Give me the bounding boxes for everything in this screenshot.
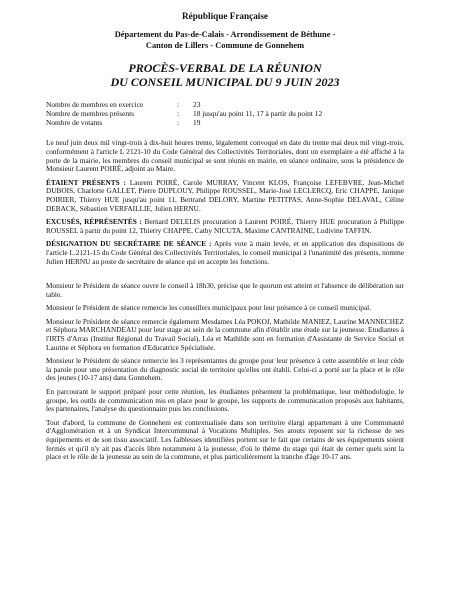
stat-colon: : — [177, 108, 180, 118]
stat-value: 23 — [193, 100, 201, 109]
stat-value: 19 — [193, 117, 201, 127]
secretaire-paragraph — [46, 240, 404, 266]
department-line-1: Département du Pas-de-Calais - Arrondissement de Béthune - — [114, 30, 336, 39]
department-line-2: Canton de Lillers - Commune de Gonnehem — [145, 40, 305, 50]
stat-colon: : — [177, 117, 180, 127]
secretaire-label: DÉSIGNATION DU SECRÉTAIRE DE SÉANCE : — [46, 239, 212, 249]
title-line-2: DU CONSEIL MUNICIPAL DU 9 JUIN 2023 — [110, 75, 340, 89]
stat-value: 18 jusqu'au point 11, 17 à partir du point 12 — [193, 108, 323, 118]
stat-label: Nombre de membres présents — [46, 108, 135, 118]
paragraph-representatives: Monsieur le Président de séance remercie les 3 représentantes du groupe pour leur présence à cette assemblée et leur cède la parole pour une présentation du diagnostic social de territoire qu'elles ont établi. Celui-ci a porté sur la place et le rôle des jeunes (10-17 ans) dans Gonnehem. — [46, 356, 404, 383]
stat-label: Nombre de membres en exercice — [46, 100, 144, 109]
stat-label: Nombre de votants — [46, 117, 103, 127]
paragraph-support: En parcourant le support préparé pour cette réunion, les étudiantes présentent la problématique, leur méthodologie, le groupe, les outils de communication mis en place pour le groupe, les supports de communication proposés aux habitants, les partenaires, l'analyse du questionnaire puis les conclusions. — [46, 387, 404, 414]
department-heading — [46, 30, 404, 51]
title-line-1: PROCÈS-VERBAL DE LA RÉUNION — [128, 61, 322, 75]
stat-row-votants — [46, 119, 404, 128]
secretaire-text: Après vote à main levée, et en application des dispositions de l'article L.2121-15 du Code Général des Collectivités Territoriales, le conseil municipal à l'unanimité des présents, nomme Julien HERNU au poste de secrétaire de séance qui en accepte les fonctions. — [46, 239, 404, 266]
excuses-paragraph — [46, 218, 404, 235]
paragraph-thanks-councillors: Monsieur le Président de séance remercie les conseillers municipaux pour leur présence à ce conseil municipal. — [46, 303, 371, 313]
presents-paragraph — [46, 179, 404, 213]
paragraph-context: Tout d'abord, la commune de Gonnehem est contextualisée dans son territoire élargi appartenant à une Communauté d'Agglomération et à un Syndicat Intercommunal à Vocations Multiples. Ses atouts reposent sur la richesse de ses équipements et de son tissu associatif. Les faiblesses identifiées portent sur le fait que certains de ses équipements soient fermés et qu'il n'y ait pas d'accès libre notamment à la jeunesse, d'où le thème du stage qui était de cerner quels sont la place et le rôle de la jeunesse au sein de la commune, et plus particulièrement la tranche d'âge 10-17 ans. — [46, 417, 404, 462]
stat-colon: : — [177, 100, 180, 109]
presents-label: ÉTAIENT PRÉSENTS : — [46, 177, 126, 187]
excuses-text: Bernard DELELIS procuration à Laurent POIRÉ, Thierry HUE procuration à Philippe ROUSSEL à partir du point 12, Thierry CHAPPE, Cathy NICUTA, Maxime CANTRAINE, Ludivine TAFFIN. — [46, 217, 404, 235]
paragraph-thanks-students: Monsieur le Président de séance remercie également Mesdames Léa POKOJ, Mathilde MANIEZ, Laurine MANNECHEZ et Séphora MARCHANDEAU pour leur stage au sein de la commune afin d'établir une étude sur la jeunesse. Etudiantes à l'IRTS d'Arras (Institut Régional du Travail Social), Léa et Mathilde sont en formation d'Assistante de Service Social et Laurine et Séphora en formation d'Educatrice Spécialisée. — [46, 316, 404, 352]
members-stats — [46, 101, 404, 127]
presents-text: Laurent POIRÉ, Carole MURRAY, Vincent KLOS, Françoise LEFEBVRE, Jean-Michel DUBOIS, Charlotte GALLET, Pierre DUPLOUY, Philippe ROUSSEL, Marie-José LECLERCQ, Eric CHAPPE, Janique POIRIER, Thierry HUE jusqu'au point 11, Bertrand DELORY, Martine PETITPAS, Anne-Sophie DELAVAL, Céline DEBACK, Sébastien VERFAILLIE, Julien HERNU. — [46, 177, 405, 213]
paragraph-opening: Monsieur le Président de séance ouvre le conseil à 18h30, précise que le quorum est atteint et l'absence de délibération sur table. — [46, 281, 404, 299]
republic-heading: République Française — [181, 11, 268, 21]
document-title — [46, 61, 404, 89]
intro-paragraph: Le neuf juin deux mil vingt-trois à dix-huit heures trente, légalement convoqué en date du trente mai deux mil vingt-trois, conformément à l'article L 2121-10 du Code Général des Collectivités Territoriales, dont un exemplaire a été affiché à la porte de la mairie, les membres du conseil municipal se sont réunis en mairie, en séance ordinaire, sous la présidence de Monsieur Laurent POIRÉ, adjoint au Maire. — [46, 138, 404, 174]
excuses-label: EXCUSÉS, RÉPRÉSENTÉS : — [46, 217, 142, 227]
